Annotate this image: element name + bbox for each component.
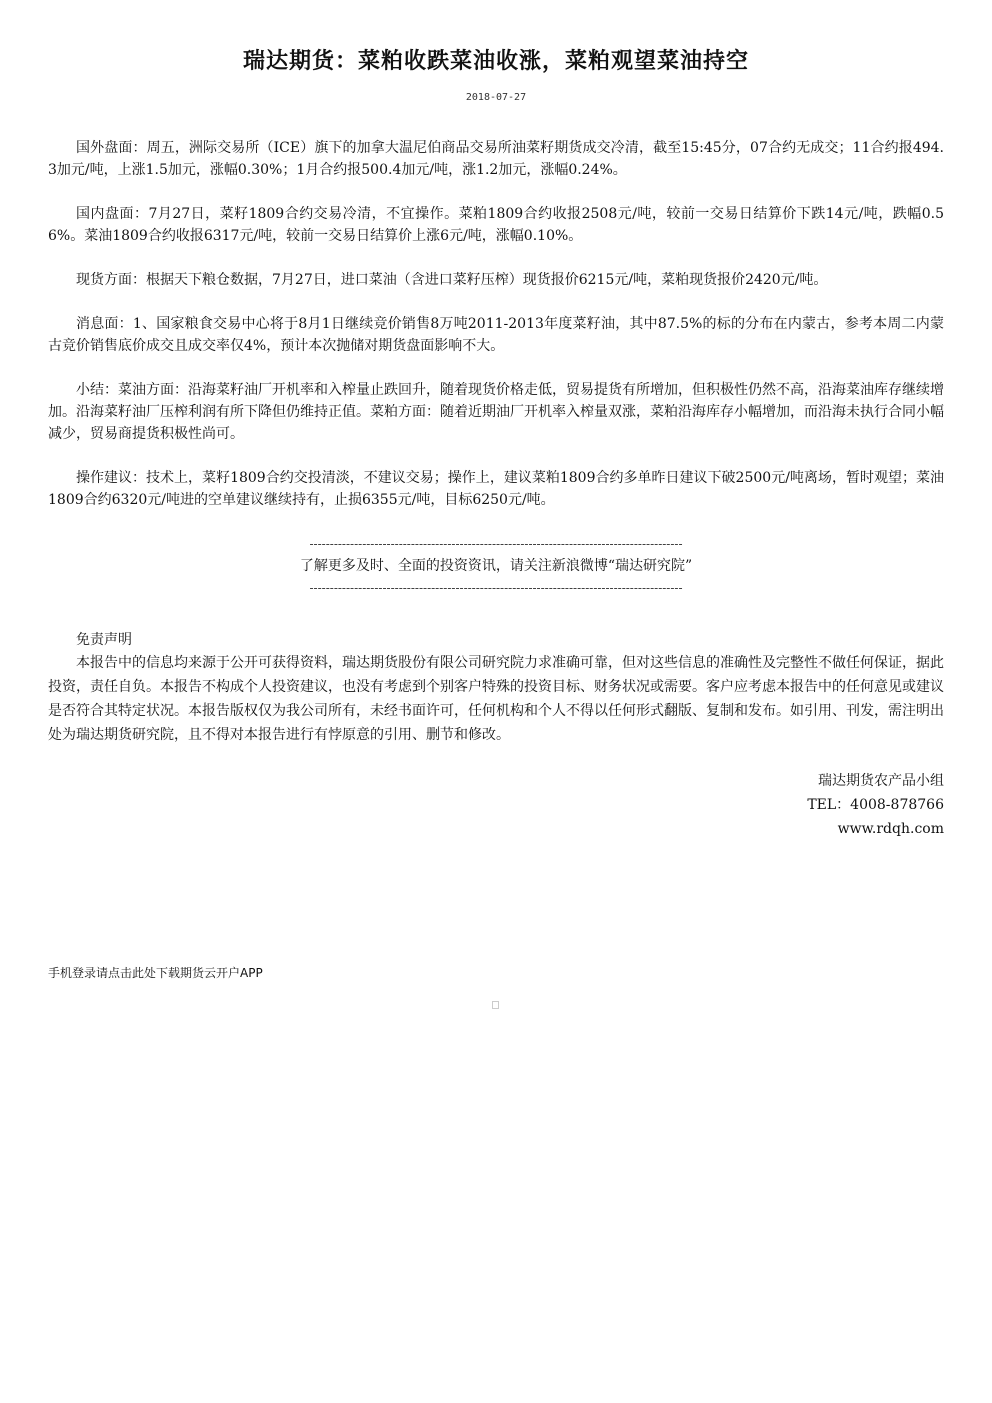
signature-tel: TEL：4008-878766 [807,797,944,813]
divider-bottom: -------------------------------------------------------------------------------------------- [309,581,683,595]
divider-top: -------------------------------------------------------------------------------------------- [309,537,683,551]
promo-text: 了解更多及时、全面的投资资讯，请关注新浪微博“瑞达研究院” [299,558,693,574]
page-marker [492,1001,499,1009]
paragraph-domestic-market: 国内盘面：7月27日，菜籽1809合约交易冷清，不宜操作。菜粕1809合约收报2508元/吨，较前一交易日结算价下跌14元/吨，跌幅0.56%。菜油1809合约收报6317元/吨，较前一交易日结算价上涨6元/吨，涨幅0.10%。 [48,206,944,244]
disclaimer-text: 本报告中的信息均来源于公开可获得资料，瑞达期货股份有限公司研究院力求准确可靠，但对这些信息的准确性及完整性不做任何保证，据此投资，责任自负。本报告不构成个人投资建议，也没有考虑到个别客户特殊的投资目标、财务状况或需要。客户应考虑本报告中的任何意见或建议是否符合其特定状况。本报告版权仅为我公司所有，未经书面许可，任何机构和个人不得以任何形式翻版、复制和发布。如引用、刊发，需注明出处为瑞达期货研究院，且不得对本报告进行有悖原意的引用、删节和修改。 [48,655,944,743]
paragraph-suggestion: 操作建议：技术上，菜籽1809合约交投清淡，不建议交易；操作上，建议菜粕1809合约多单昨日建议下破2500元/吨离场，暂时观望；菜油1809合约6320元/吨进的空单建议继续持有，止损6355元/吨，目标6250元/吨。 [48,470,944,508]
signature-website: www.rdqh.com [837,821,944,837]
paragraph-overseas-market: 国外盘面：周五，洲际交易所（ICE）旗下的加拿大温尼伯商品交易所油菜籽期货成交冷清，截至15:45分，07合约无成交；11合约报494.3加元/吨，上涨1.5加元，涨幅0.30%；1月合约报500.4加元/吨，涨1.2加元，涨幅0.24%。 [48,140,944,178]
signature-block [48,769,944,841]
promo-box [276,533,716,599]
publish-date: 2018-07-27 [465,92,527,103]
paragraph-summary: 小结：菜油方面：沿海菜籽油厂开机率和入榨量止跌回升，随着现货价格走低，贸易提货有所增加，但积极性仍然不高，沿海菜油库存继续增加。沿海菜籽油厂压榨利润有所下降但仍维持正值。菜粕方面：随着近期油厂开机率入榨量双涨，菜粕沿海库存小幅增加，而沿海未执行合同小幅减少，贸易商提货积极性尚可。 [48,382,944,442]
paragraph-spot-market: 现货方面：根据天下粮仓数据，7月27日，进口菜油（含进口菜籽压榨）现货报价6215元/吨，菜粕现货报价2420元/吨。 [76,272,828,288]
app-download-link[interactable]: 手机登录请点击此处下载期货云开户APP [48,966,263,980]
disclaimer-title: 免责声明 [76,632,132,648]
paragraph-news: 消息面：1、国家粮食交易中心将于8月1日继续竞价销售8万吨2011-2013年度菜籽油，其中87.5%的标的分布在内蒙古，参考本周二内蒙古竞价销售底价成交且成交率仅4%，预计本次抛储对期货盘面影响不大。 [48,316,944,354]
article-body [48,137,944,841]
signature-group: 瑞达期货农产品小组 [818,773,944,789]
page-title: 瑞达期货：菜粕收跌菜油收涨，菜粕观望菜油持空 [242,49,749,74]
